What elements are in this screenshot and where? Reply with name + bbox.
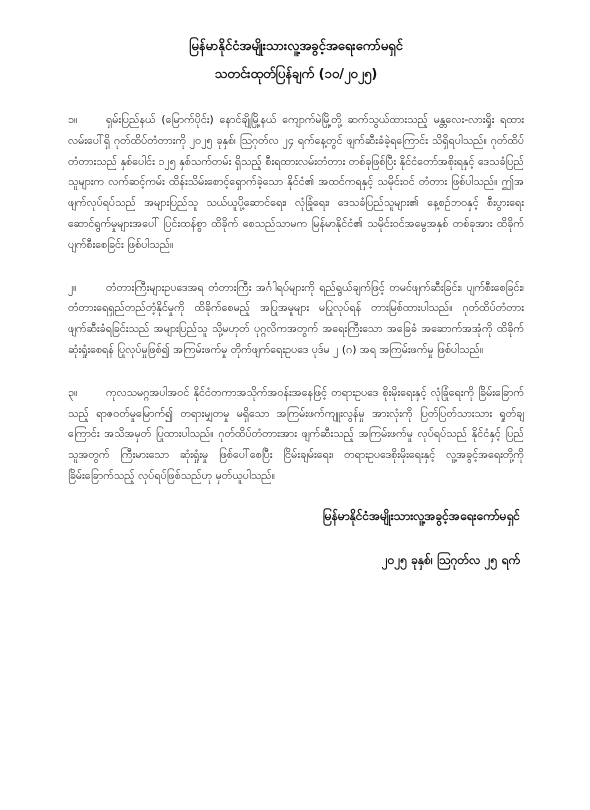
signature-block bbox=[68, 505, 524, 571]
paragraph-1 bbox=[68, 110, 524, 256]
paragraph-text: တံတားကြီးများဥပဒေအရ တံတားကြီး အင်္ဂါရပ်များကို ရည်ရွယ်ချက်ဖြင့် တမင်ဖျက်ဆီးခြင်း၊ ပျက်စီးစေခြင်း၊ တံတားရေရှည်တည်တံ့နိုင်မှုကို ထိခိုက်စေမည့် အပြုအမူများ မပြုလုပ်ရန် တားမြစ်ထားပါသည်။ ဂုတ်ထိပ်တံတား ဖျက်ဆီးခံရခြင်းသည် အများပြည်သူ သို့မဟုတ် ပုဂ္ဂလိကအတွက် အရေးကြီးသော အခြေခံ အဆောက်အအုံကို ထိခိုက်ဆုံးရှုံးစေရန် ပြုလုပ်မှုဖြစ်၍ အကြမ်းဖက်မှု တိုက်ဖျက်ရေးဥပဒေ ပုဒ်မ ၂ (ဂ) အရ အကြမ်းဖက်မှု ဖြစ်ပါသည်။ bbox=[68, 280, 524, 356]
paragraph-number: ၁။ bbox=[68, 113, 78, 126]
paragraph-text: ကုလသမဂ္ဂအပါအဝင် နိုင်ငံတကာအသိုက်အဝန်းအနေဖြင့် တရားဥပဒေ စိုးမိုးရေးနှင့် လုံခြုံရေးကို ခြိမ်းခြောက်သည့် ရာဇဝတ်မှုမြောက်၍ တရားမျှတမှု မရှိသော အကြမ်းဖက်ကျူးလွန်မှု အားလုံးကို ပြတ်ပြတ်သားသား ရှုတ်ချကြောင်း အသိအမှတ် ပြုထားပါသည်။ ဂုတ်ထိပ်တံတားအား ဖျက်ဆီးသည့် အကြမ်းဖက်မှု လုပ်ရပ်သည် နိုင်ငံနှင့် ပြည်သူအတွက် ကြီးမားသော ဆုံးရှုံးမှု ဖြစ်ပေါ်စေပြီး ငြိမ်းချမ်းရေး၊ တရားဥပဒေစိုးမိုးရေးနှင့် လူ့အခွင့်အရေးတို့ကို ခြိမ်းခြောက်သည့် လုပ်ရပ်ဖြစ်သည်ဟု မှတ်ယူပါသည်။ bbox=[68, 385, 524, 482]
paragraph-number: ၃။ bbox=[68, 385, 78, 399]
signature-date: ၂၀၂၅ ခုနှစ်၊ ဩဂုတ်လ ၂၅ ရက် bbox=[381, 552, 520, 567]
paragraph-text: ရှမ်းပြည်နယ် (မြောက်ပိုင်း) နောင်ချိုမြို့နယ် ကျောက်မဲမြို့တို့ ဆက်သွယ်ထားသည့် မန္တလေး-လားရှိုး ရထားလမ်းပေါ်ရှိ ဂုတ်ထိပ်တံတားကို ၂၀၂၅ ခုနှစ်၊ ဩဂုတ်လ ၂၄ ရက်နေ့တွင် ဖျက်ဆီးခံခဲ့ရကြောင်း သိရှိရပါသည်။ ဂုတ်ထိပ်တံတားသည် နှစ်ပေါင်း ၁၂၅ နှစ်သက်တမ်း ရှိသည့် စီးရထားလမ်းတံတား တစ်ခုဖြစ်ပြီး နိုင်ငံတော်အစိုးရနှင့် ဒေသခံပြည်သူများက လက်ဆင့်ကမ်း ထိန်းသိမ်းစောင့်ရှောက်ခဲ့သော နိုင်ငံ၏ အထင်ကရနှင့် သမိုင်းဝင် တံတား ဖြစ်ပါသည်။ ဤအဖျက်လုပ်ရပ်သည် အများပြည်သူ သယ်ယူပို့ဆောင်ရေး၊ လုံခြုံရေး၊ ဒေသခံပြည်သူများ၏ နေ့စဉ်ဘဝနှင့် စီးပွားရေး ဆောင်ရွက်မှုများအပေါ် ပြင်းထန်စွာ ထိခိုက် စေသည်သာမက မြန်မာနိုင်ငံ၏ သမိုင်းဝင်အမွေအနှစ် တစ်ခုအား ထိခိုက်ပျက်စီးစေခြင်း ဖြစ်ပါသည်။ bbox=[68, 113, 524, 251]
organization-title: မြန်မာနိုင်ငံအမျိုးသားလူ့အခွင့်အရေးကော်မရှင် bbox=[189, 39, 403, 54]
press-release-title: သတင်းထုတ်ပြန်ချက် (၁၀/၂၀၂၅) bbox=[214, 67, 378, 82]
paragraph-3 bbox=[68, 383, 524, 487]
document-header bbox=[68, 36, 524, 86]
paragraph-2 bbox=[68, 278, 524, 361]
paragraph-number: ၂။ bbox=[68, 280, 77, 294]
signature-organization: မြန်မာနိုင်ငံအမျိုးသားလူ့အခွင့်အရေးကော်မရှင် bbox=[322, 508, 520, 523]
